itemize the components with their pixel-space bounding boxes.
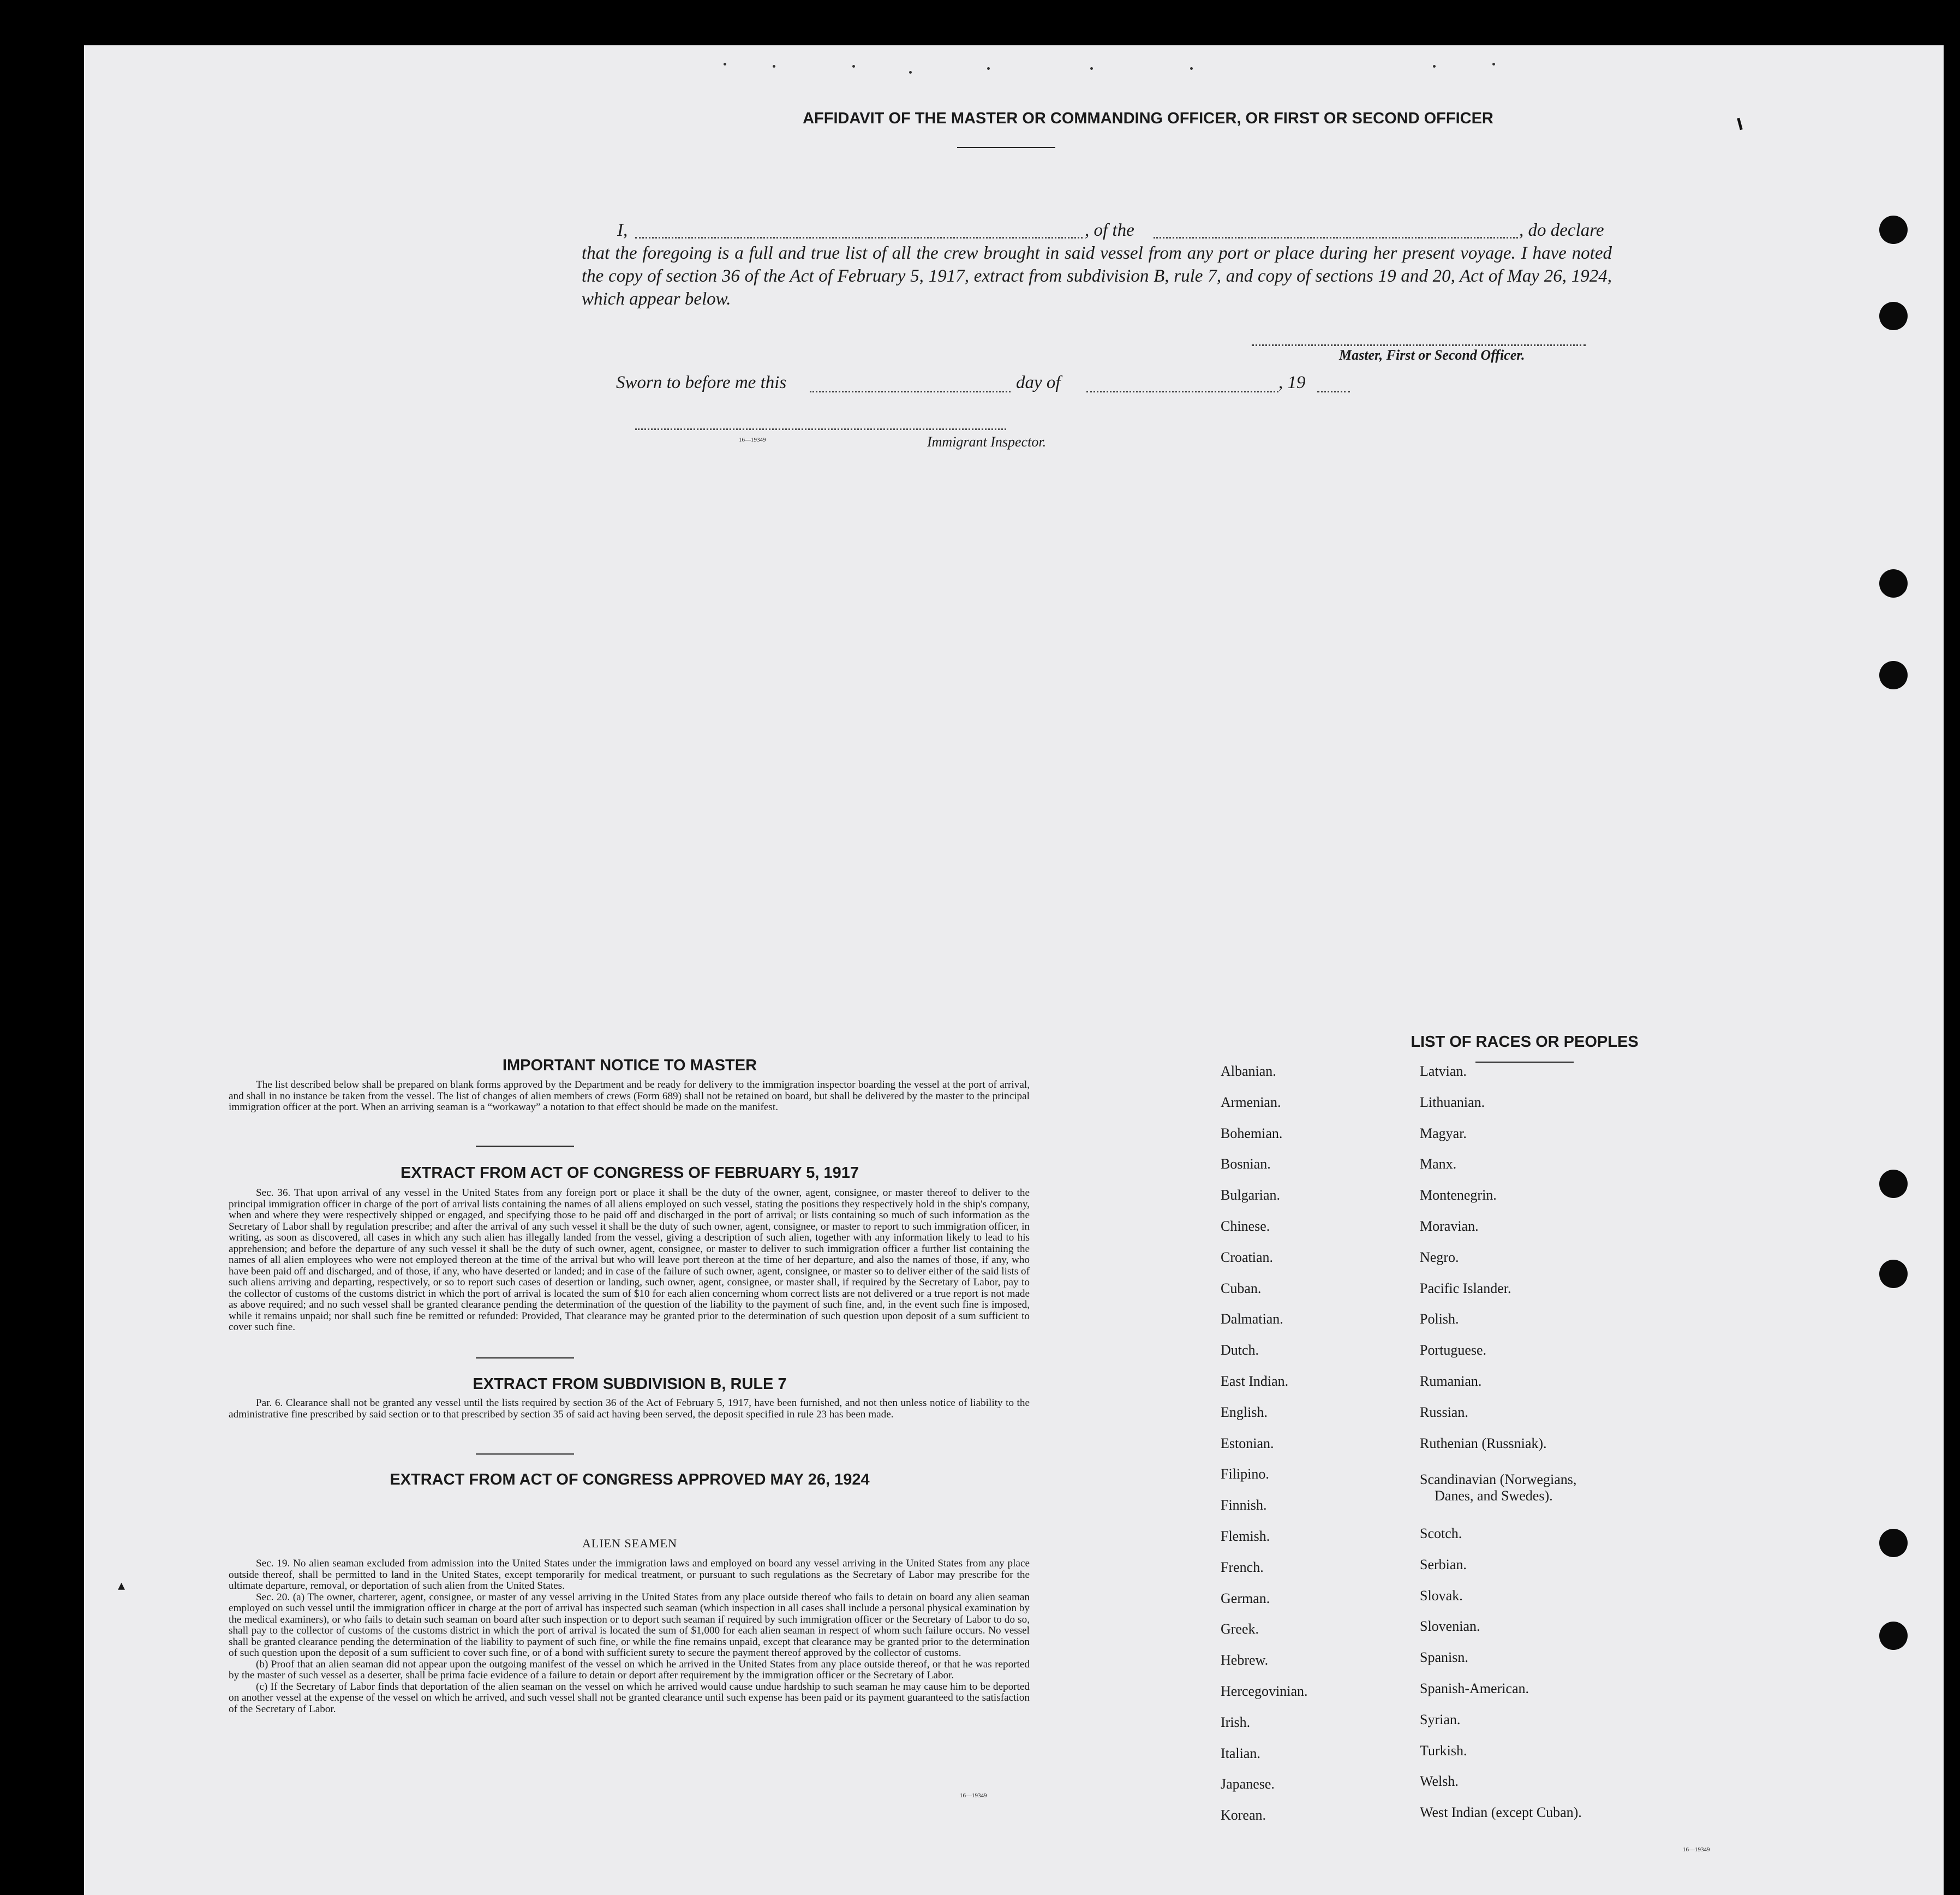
race-item: Slovak. <box>1420 1587 1463 1604</box>
extract-1924-title: EXTRACT FROM ACT OF CONGRESS APPROVED MAY 26, 1924 <box>390 1471 870 1488</box>
punch-hole <box>1879 1622 1908 1650</box>
race-item: Welsh. <box>1420 1773 1459 1790</box>
race-item: Bulgarian. <box>1221 1187 1281 1203</box>
race-item: Hebrew. <box>1221 1652 1269 1668</box>
race-item: Negro. <box>1420 1249 1459 1265</box>
race-item: Slovenian. <box>1420 1618 1480 1635</box>
race-item: Moravian. <box>1420 1218 1479 1234</box>
affidavit-title: AFFIDAVIT OF THE MASTER OR COMMANDING OFFICER, OR FIRST OR SECOND OFFICER <box>803 110 1493 127</box>
race-item: Portuguese. <box>1420 1342 1487 1358</box>
sec-36-paragraph: Sec. 36. That upon arrival of any vessel in the United States from any foreign port or place it shall be the duty of the owner, agent, consignee, or master thereof to deliver to the principal immigration officer in charge of the port of arrival lists containing the names of all aliens employed on such vessel, stating the positions they respectively hold in the ship's company, when and where they were respectively shipped or engaged, and specifying those to be paid off and discharged in the port of arrival; or lists containing so much of such information as the Secretary of Labor shall by regulation prescribe; and after the arrival of any such vessel it shall be the duty of such owner, agent, consignee, or master to report to such immigration officer, in writing, as soon as discovered, all cases in which any such alien has illegally landed from the vessel, giving a description of such alien, together with any information likely to lead to his apprehension; and before the departure of any such vessel it shall be the duty of such owner, agent, consignee, or master to deliver to such immigration officer a further list containing the names of all alien employees who were not employed thereon at the time of the arrival but who will leave port thereon at the time of her departure, and also the names of those, if any, who have been paid off and discharged, and of those, if any, who have deserted or landed; and in case of the failure of such owner, agent, consignee, or master so to deliver either of the said lists of such aliens arriving and departing, respectively, or so to report such cases of desertion or landing, such owner, agent, consignee, or master shall, if required by the Secretary of Labor, pay to the collector of customs of the customs district in which the port of arrival is located the sum of $10 for each alien concerning whom correct lists are not delivered or a true report is not made as above required; and no such vessel shall be granted clearance pending the determination of the question of the liability to the payment of such fine, and, in the event such fine is imposed, while it remains unpaid; nor shall such fine be remitted or refunded: Provided, That clearance may be granted prior to the determination of such question upon deposit of a sum sufficient to cover such fine. <box>229 1187 1030 1333</box>
punch-hole <box>1879 569 1908 598</box>
race-item: Serbian. <box>1420 1556 1467 1572</box>
sworn-line <box>616 373 1380 396</box>
race-item: Korean. <box>1221 1807 1266 1824</box>
sworn-day-label: day of <box>1016 373 1061 392</box>
par-6-paragraph: Par. 6. Clearance shall not be granted any vessel until the lists required by section 36 of the Act of February 5, 1917, have been furnished, and not then unless notice of liability to the administrative fine prescribed by said section or to that prescribed by section 35 of said act having been served, the deposit specified in rule 23 has been made. <box>229 1397 1030 1420</box>
race-item: Syrian. <box>1420 1711 1461 1727</box>
declare-suffix: , do declare <box>1519 221 1604 240</box>
race-item: Polish. <box>1420 1311 1459 1327</box>
race-item: Bohemian. <box>1221 1125 1283 1141</box>
section-divider <box>476 1357 574 1358</box>
extract-1924-text <box>229 1558 1030 1715</box>
vessel-prefix: , of the <box>1085 221 1134 240</box>
speck <box>987 67 990 70</box>
speck <box>852 65 855 68</box>
race-item: Armenian. <box>1221 1094 1281 1110</box>
race-item: Dutch. <box>1221 1342 1259 1358</box>
race-item: Spanish-American. <box>1420 1681 1529 1696</box>
speck <box>1190 67 1193 70</box>
sworn-day-field[interactable] <box>810 391 1011 392</box>
document-page <box>84 45 1944 1895</box>
race-item: Italian. <box>1221 1745 1260 1761</box>
section-divider <box>476 1453 574 1455</box>
race-item: Rumanian. <box>1420 1373 1482 1389</box>
races-title: LIST OF RACES OR PEOPLES <box>1411 1033 1639 1051</box>
title-divider <box>957 147 1055 148</box>
race-item: Cuban. <box>1221 1280 1262 1296</box>
speck <box>724 63 726 65</box>
form-number: 16—19349 <box>739 437 766 443</box>
punch-hole <box>1879 661 1908 689</box>
extract-rule7-text <box>229 1398 1030 1420</box>
race-item: Dalmatian. <box>1221 1311 1283 1327</box>
race-item: Hercegovinian. <box>1221 1683 1308 1699</box>
race-item: Bosnian. <box>1221 1156 1271 1172</box>
affidavit-paragraph: that the foregoing is a full and true list of all the crew brought in said vessel from any port or place during her present voyage. I have noted the copy of section 36 of the Act of February 5, 1917, extract from subdivision B, rule 7, and copy of sections 19 and 20, Act of May 26, 1924, which appear below. <box>582 243 1612 309</box>
race-item: Turkish. <box>1420 1742 1467 1759</box>
race-item: English. <box>1221 1404 1268 1420</box>
sworn-year-label: , 19 <box>1278 373 1306 392</box>
race-item: Lithuanian. <box>1420 1094 1485 1110</box>
sworn-year-field[interactable] <box>1317 391 1350 392</box>
race-item: Chinese. <box>1221 1218 1270 1234</box>
margin-mark: ▴ <box>118 1577 126 1593</box>
race-item: Flemish. <box>1221 1528 1270 1544</box>
race-item: Filipino. <box>1221 1466 1269 1482</box>
race-item: Manx. <box>1420 1156 1457 1172</box>
race-item: Scandinavian (Norwegians, <box>1420 1471 1577 1488</box>
race-item: Pacific Islander. <box>1420 1280 1511 1296</box>
master-signature-label: Master, First or Second Officer. <box>1339 347 1525 363</box>
speck <box>1090 67 1093 70</box>
race-item: Albanian. <box>1221 1063 1276 1079</box>
declarant-name-field[interactable] <box>635 237 1083 239</box>
extract-1917-title: EXTRACT FROM ACT OF CONGRESS OF FEBRUARY 5, 1917 <box>400 1164 859 1182</box>
punch-hole <box>1879 1529 1908 1557</box>
vessel-name-field[interactable] <box>1154 237 1518 239</box>
race-item: Latvian. <box>1420 1063 1467 1079</box>
sec-20a-paragraph: Sec. 20. (a) The owner, charterer, agent, consignee, or master of any vessel arriving in the United States from any place outside thereof who fails to detain on board any alien seaman employed on such vessel until the immigration officer in charge at the port of arrival has inspected such seaman (which inspection in all cases shall include a personal physical examination by the medical examiners), or who fails to detain such seaman on board after such inspection or to deport such seaman if required by such immigration officer or the Secretary of Labor to do so, shall pay to the collector of customs of the customs district in which the port of arrival is located the sum of $1,000 for each alien seaman in respect of whom such failure occurs. No vessel shall be granted clearance pending the determination of the liability to payment of such fine, or while the fine remains unpaid, except that clearance may be granted prior to the determination of such question upon the deposit of a sum sufficient to cover such fine, or of a bond with sufficient surety to secure the payment thereof approved by the collector of customs. <box>229 1591 1030 1659</box>
race-item: Croatian. <box>1221 1249 1274 1265</box>
sworn-month-field[interactable] <box>1086 391 1278 392</box>
sworn-prefix: Sworn to before me this <box>616 373 787 392</box>
notice-text <box>229 1080 1030 1113</box>
declaration-line <box>582 219 1612 242</box>
punch-hole <box>1879 1170 1908 1198</box>
form-number: 16—19349 <box>960 1792 987 1799</box>
extract-rule7-title: EXTRACT FROM SUBDIVISION B, RULE 7 <box>473 1375 787 1393</box>
notice-paragraph: The list described below shall be prepared on blank forms approved by the Department and be ready for delivery to the immigration inspector boarding the vessel at the port of arrival, and shall in no instance be taken from the vessel. The list of changes of alien members of crews (Form 689) shall not be retained on board, but shall be delivered by the master to the principal immigration officer at the port. When an arriving seaman is a “workaway” a notation to that effect should be made on the manifest. <box>229 1079 1030 1113</box>
race-item: French. <box>1221 1559 1264 1575</box>
punch-hole <box>1879 216 1908 244</box>
inspector-label: Immigrant Inspector. <box>927 434 1047 450</box>
title-divider <box>1475 1062 1574 1063</box>
race-item: East Indian. <box>1221 1373 1289 1389</box>
form-number: 16—19349 <box>1683 1846 1710 1853</box>
race-item: German. <box>1221 1590 1270 1606</box>
race-item: Finnish. <box>1221 1497 1267 1513</box>
punch-hole <box>1879 1260 1908 1288</box>
sec-19-paragraph: Sec. 19. No alien seaman excluded from admission into the United States under the immigration laws and employed on board any vessel arriving in the United States from any place outside thereof, shall be permitted to land in the United States, except temporarily for medical treatment, or pursuant to such regulations as the Secretary of Labor may prescribe for the ultimate departure, removal, or deportation of such alien from the United States. <box>229 1558 1030 1592</box>
race-item: West Indian (except Cuban). <box>1420 1804 1582 1821</box>
punch-hole <box>1879 302 1908 330</box>
race-item: Magyar. <box>1420 1125 1467 1141</box>
declarant-prefix: I, <box>617 221 628 240</box>
speck <box>1433 65 1436 68</box>
inspector-signature-field[interactable] <box>635 428 1006 430</box>
race-item: Russian. <box>1420 1404 1468 1420</box>
race-item: Japanese. <box>1221 1776 1275 1792</box>
race-item: Spanisn. <box>1420 1649 1468 1666</box>
speck <box>1492 63 1495 65</box>
race-item: Scotch. <box>1420 1525 1462 1541</box>
extract-1917-text <box>229 1188 1030 1333</box>
alien-seamen-subtitle: ALIEN SEAMEN <box>582 1536 677 1550</box>
section-divider <box>476 1146 574 1147</box>
sec-20c-paragraph: (c) If the Secretary of Labor finds that deportation of the alien seaman on the vessel on which he arrived would cause undue hardship to such seaman he may cause him to be deported on another vessel at the expense of the vessel on which he arrived, and such vessel shall not be granted clearance until such expense has been paid or its payment guaranteed to the satisfaction of the Secretary of Labor. <box>229 1681 1030 1715</box>
speck <box>773 65 775 68</box>
race-item: Montenegrin. <box>1420 1187 1497 1203</box>
notice-title: IMPORTANT NOTICE TO MASTER <box>502 1057 757 1074</box>
race-item: Danes, and Swedes). <box>1435 1488 1553 1504</box>
race-item: Estonian. <box>1221 1435 1274 1451</box>
race-item: Ruthenian (Russniak). <box>1420 1435 1547 1451</box>
speck <box>909 71 912 74</box>
race-item: Irish. <box>1221 1714 1251 1730</box>
pen-mark <box>1737 118 1743 130</box>
affidavit-body <box>582 219 1612 311</box>
master-signature-field[interactable] <box>1252 344 1586 346</box>
race-item: Greek. <box>1221 1621 1259 1637</box>
sec-20b-paragraph: (b) Proof that an alien seaman did not appear upon the outgoing manifest of the vessel on which he arrived in the United States from any place outside thereof, or that he was reported by the master of such vessel as a deserter, shall be prima facie evidence of a failure to detain or deport after requirement by the immigration officer or the Secretary of Labor. <box>229 1658 1030 1681</box>
